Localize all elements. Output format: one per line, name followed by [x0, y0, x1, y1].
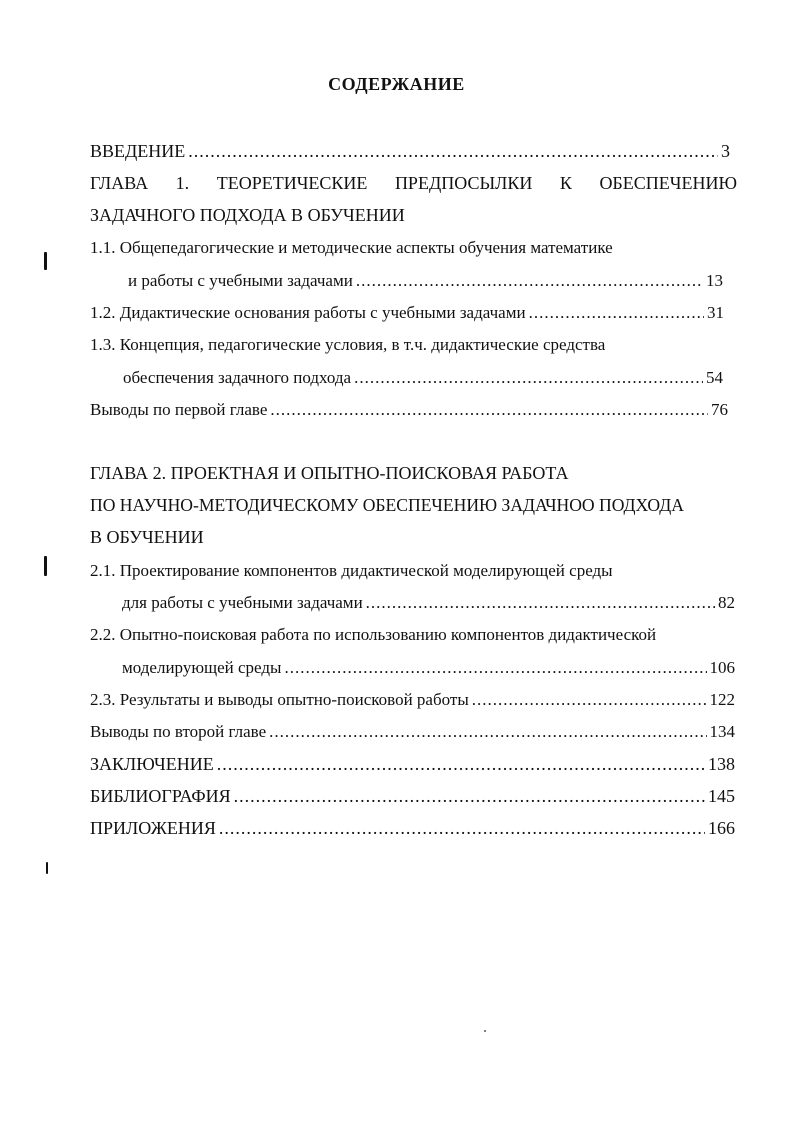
toc-entry-conclusion[interactable]: [90, 753, 735, 775]
dot-leader: [366, 592, 715, 614]
toc-label: Выводы по первой главе: [90, 400, 268, 419]
chapter2-heading-line2: ПО НАУЧНО-МЕТОДИЧЕСКОМУ ОБЕСПЕЧЕНИЮ ЗАДАЧНОО ПОДХОДА: [90, 495, 684, 515]
dot-leader: [356, 270, 703, 292]
chapter1-word: 1.: [175, 173, 190, 193]
toc-entry-1-3[interactable]: [123, 367, 723, 389]
chapter1-heading-line1[interactable]: [90, 172, 737, 194]
toc-page: 166: [708, 818, 735, 838]
toc-label: Выводы по второй главе: [90, 722, 267, 741]
chapter1-word: ГЛАВА: [90, 173, 149, 193]
dot-leader: [270, 399, 708, 421]
toc-label: БИБЛИОГРАФИЯ: [90, 786, 231, 806]
toc-page: 76: [711, 400, 728, 419]
chapter1-word: К: [559, 173, 572, 193]
chapter2-heading-line3: В ОБУЧЕНИИ: [90, 527, 204, 547]
toc-label: моделирующей среды: [122, 658, 282, 677]
dot-leader: [219, 817, 705, 839]
dot-leader: [529, 302, 704, 324]
chapter1-word: ОБЕСПЕЧЕНИЮ: [599, 173, 737, 193]
dot-leader: [234, 785, 705, 807]
toc-entry-chapter2-conclusions[interactable]: [90, 721, 735, 743]
dot-leader: [472, 689, 707, 711]
toc-page: 82: [718, 593, 735, 612]
toc-entry-2-3[interactable]: [90, 689, 735, 711]
toc-page: 122: [709, 690, 735, 709]
toc-label: ВВЕДЕНИЕ: [90, 141, 186, 161]
toc-entry-1-2[interactable]: [90, 302, 724, 324]
toc-entry-1-1[interactable]: [128, 270, 723, 292]
toc-label: ПРИЛОЖЕНИЯ: [90, 818, 216, 838]
toc-entry-chapter1-conclusions[interactable]: [90, 399, 728, 421]
toc-page: 3: [721, 141, 730, 161]
chapter2-heading-line1[interactable]: ГЛАВА 2. ПРОЕКТНАЯ И ОПЫТНО-ПОИСКОВАЯ РАБОТА: [90, 463, 569, 483]
toc-page: 138: [708, 754, 735, 774]
toc-entry-2-2-line1[interactable]: 2.2. Опытно-поисковая работа по использованию компонентов дидактической: [90, 625, 657, 644]
toc-label: ЗАКЛЮЧЕНИЕ: [90, 754, 214, 774]
toc-entry-1-1-line1[interactable]: 1.1. Общепедагогические и методические аспекты обучения математике: [90, 238, 613, 257]
toc-entry-intro[interactable]: [90, 140, 730, 162]
dot-leader: [269, 721, 706, 743]
toc-label: 2.3. Результаты и выводы опытно-поисковой работы: [90, 690, 469, 709]
scan-binding-mark: [44, 252, 47, 270]
chapter1-word: ПРЕДПОСЫЛКИ: [394, 173, 533, 193]
toc-page: 54: [706, 368, 723, 387]
toc-entry-1-3-line1[interactable]: 1.3. Концепция, педагогические условия, в т.ч. дидактические средства: [90, 335, 606, 354]
toc-entry-appendix[interactable]: [90, 817, 735, 839]
scan-binding-mark: [46, 862, 48, 874]
toc-entry-2-1-line1[interactable]: 2.1. Проектирование компонентов дидактической моделирующей среды: [90, 561, 613, 580]
dot-leader: [188, 140, 718, 162]
toc-page: 31: [707, 303, 724, 322]
toc-label: для работы с учебными задачами: [122, 593, 363, 612]
toc-label: и работы с учебными задачами: [128, 271, 353, 290]
toc-page: 134: [709, 722, 735, 741]
chapter1-heading-line2: ЗАДАЧНОГО ПОДХОДА В ОБУЧЕНИИ: [90, 205, 405, 225]
dot-leader: [217, 753, 705, 775]
toc-page: 106: [709, 658, 735, 677]
page-title: СОДЕРЖАНИЕ: [328, 74, 465, 94]
scan-binding-mark: [44, 556, 47, 576]
dot-leader: [284, 657, 706, 679]
toc-page: 145: [708, 786, 735, 806]
toc-entry-2-1[interactable]: [122, 592, 735, 614]
toc-label: 1.2. Дидактические основания работы с учебными задачами: [90, 303, 526, 322]
toc-page: 13: [706, 271, 723, 290]
scan-speck: [484, 1030, 486, 1032]
toc-label: обеспечения задачного подхода: [123, 368, 352, 387]
dot-leader: [354, 367, 703, 389]
toc-entry-2-2[interactable]: [122, 657, 735, 679]
toc-entry-bibliography[interactable]: [90, 785, 735, 807]
chapter1-word: ТЕОРЕТИЧЕСКИЕ: [216, 173, 368, 193]
